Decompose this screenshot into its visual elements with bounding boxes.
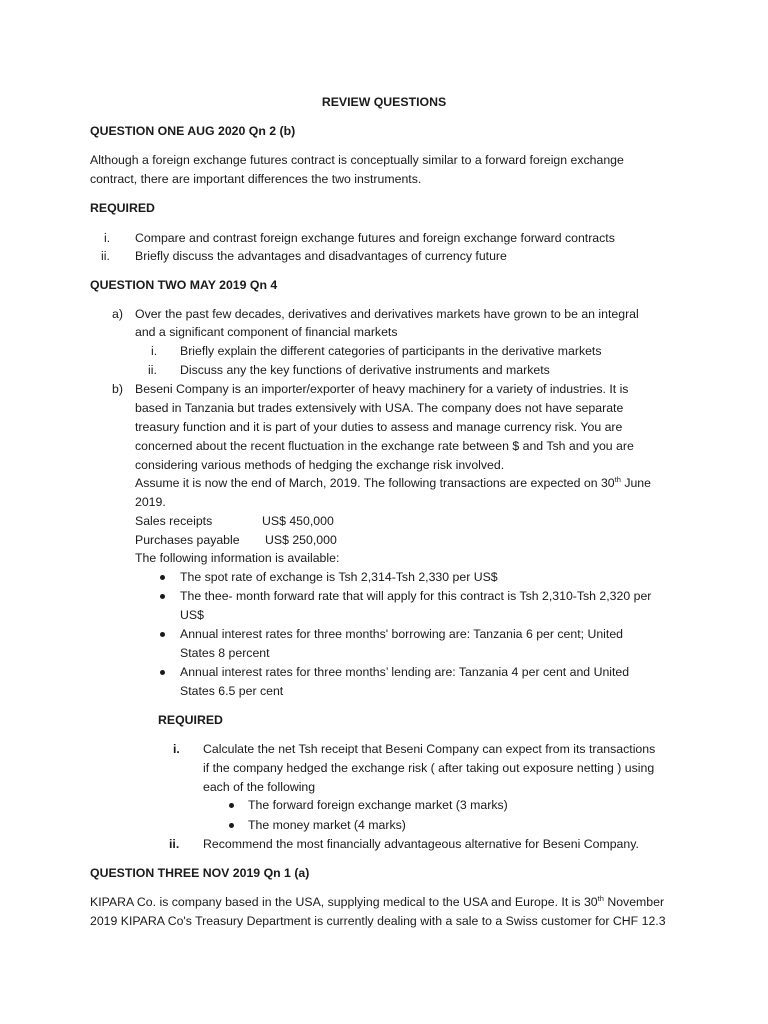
q2a-text-line: Over the past few decades, derivatives and derivatives markets have grown to be an integral [135,307,639,321]
q2b-required-text: if the company hedged the exchange risk ( after taking out exposure netting ) using [203,761,655,775]
q1-item-text: Compare and contrast foreign exchange futures and foreign exchange forward contracts [135,231,615,245]
q2b-text-line: considering various methods of hedging the exchange risk involved. [135,458,505,472]
q2b-text-line: Beseni Company is an importer/exporter of heavy machinery for a variety of industries. It is [135,382,629,396]
q2b-required-text: Recommend the most financially advantageous alternative for Beseni Company. [203,837,639,851]
q1-paragraph-line: contract, there are important differences the two instruments. [90,172,422,186]
q2a-sub-text: Discuss any the key functions of derivative instruments and markets [180,363,550,377]
q2b-label: b) [112,382,123,396]
q2b-required-text: each of the following [203,780,316,794]
q2b-bullet-text: Annual interest rates for three months' borrowing are: Tanzania 6 per cent; United [180,627,624,641]
bullet-icon [160,670,165,675]
q2b-bullet-text: Annual interest rates for three months’ lending are: Tanzania 4 per cent and United [180,665,630,679]
q1-required-label: REQUIRED [90,201,155,215]
q2b-required-number: i. [173,742,180,756]
q2b-bullet-text: States 8 percent [180,646,270,660]
q2a-sub-number: i. [151,344,158,358]
q1-paragraph-line: Although a foreign exchange futures contract is conceptually similar to a forward foreign exchange [90,153,624,167]
q2b-bullet-text: States 6.5 per cent [180,684,284,698]
q3-text-line: 2019 KIPARA Co's Treasury Department is currently dealing with a sale to a Swiss customer for CHF 12.3 [90,914,666,928]
sales-receipts-label: Sales receipts [135,514,213,528]
hedging-method-item: The money market (4 marks) [248,818,406,832]
q1-item-text: Briefly discuss the advantages and disadvantages of currency future [135,249,507,263]
q2b-bullet-text: The thee- month forward rate that will apply for this contract is Tsh 2,310-Tsh 2,320 per [180,589,652,603]
bullet-icon [229,803,234,808]
purchases-payable-label: Purchases payable [135,533,240,547]
q2a-text-line: and a significant component of financial markets [135,325,398,339]
bullet-icon [160,632,165,637]
q3-text-line: KIPARA Co. is company based in the USA, supplying medical to the USA and Europe. It is 30th November [90,894,665,909]
q2b-assume-line: Assume it is now the end of March, 2019. The following transactions are expected on 30th June [135,475,651,490]
q1-item-number: ii. [101,249,110,263]
sales-receipts-value: US$ 450,000 [262,514,334,528]
q2b-bullet-text: US$ [180,608,204,622]
q2b-bullet-text: The spot rate of exchange is Tsh 2,314-Tsh 2,330 per US$ [180,570,498,584]
hedging-method-item: The forward foreign exchange market (3 marks) [248,798,508,812]
q2b-info-line: The following information is available: [135,551,340,565]
page-title: REVIEW QUESTIONS [321,95,447,109]
q2a-label: a) [112,307,123,321]
q2b-year: 2019. [135,495,166,509]
q2b-text-line: concerned about the recent fluctuation in the exchange rate between $ and Tsh and you are [135,439,634,453]
q2b-text-line: treasury function and it is part of your duties to assess and manage currency risk. You are [135,420,623,434]
q2a-sub-number: ii. [148,363,157,377]
q2b-required-number: ii. [169,837,180,851]
q1-heading: QUESTION ONE AUG 2020 Qn 2 (b) [90,124,296,138]
bullet-icon [229,823,234,828]
q2b-text-line: based in Tanzania but trades extensively with USA. The company does not have separate [135,401,624,415]
q2a-sub-text: Briefly explain the different categories of participants in the derivative markets [180,344,602,358]
purchases-payable-value: US$ 250,000 [265,533,337,547]
bullet-icon [160,575,165,580]
q1-item-number: i. [104,231,111,245]
q3-heading: QUESTION THREE NOV 2019 Qn 1 (a) [90,866,310,880]
q2b-required-label: REQUIRED [158,713,223,727]
bullet-icon [160,594,165,599]
q2-heading: QUESTION TWO MAY 2019 Qn 4 [90,278,278,292]
q2b-required-text: Calculate the net Tsh receipt that Beseni Company can expect from its transactions [203,742,656,756]
